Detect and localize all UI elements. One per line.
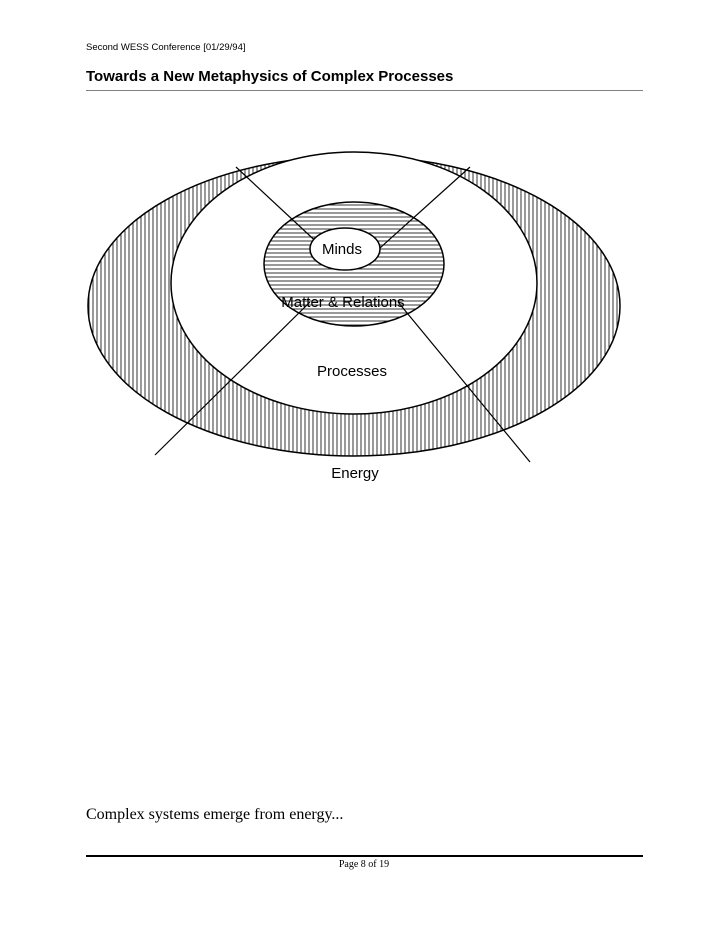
footer-divider bbox=[86, 855, 643, 857]
label-processes: Processes bbox=[316, 363, 388, 380]
label-energy: Energy bbox=[331, 465, 379, 482]
page-title: Towards a New Metaphysics of Complex Processes bbox=[86, 68, 454, 85]
label-minds: Minds bbox=[321, 241, 363, 258]
page-number: Page 8 of 19 bbox=[338, 859, 390, 870]
label-matter-relations: Matter & Relations bbox=[281, 294, 405, 311]
caption-text: Complex systems emerge from energy... bbox=[86, 806, 344, 823]
running-head: Second WESS Conference [01/29/94] bbox=[86, 42, 246, 53]
